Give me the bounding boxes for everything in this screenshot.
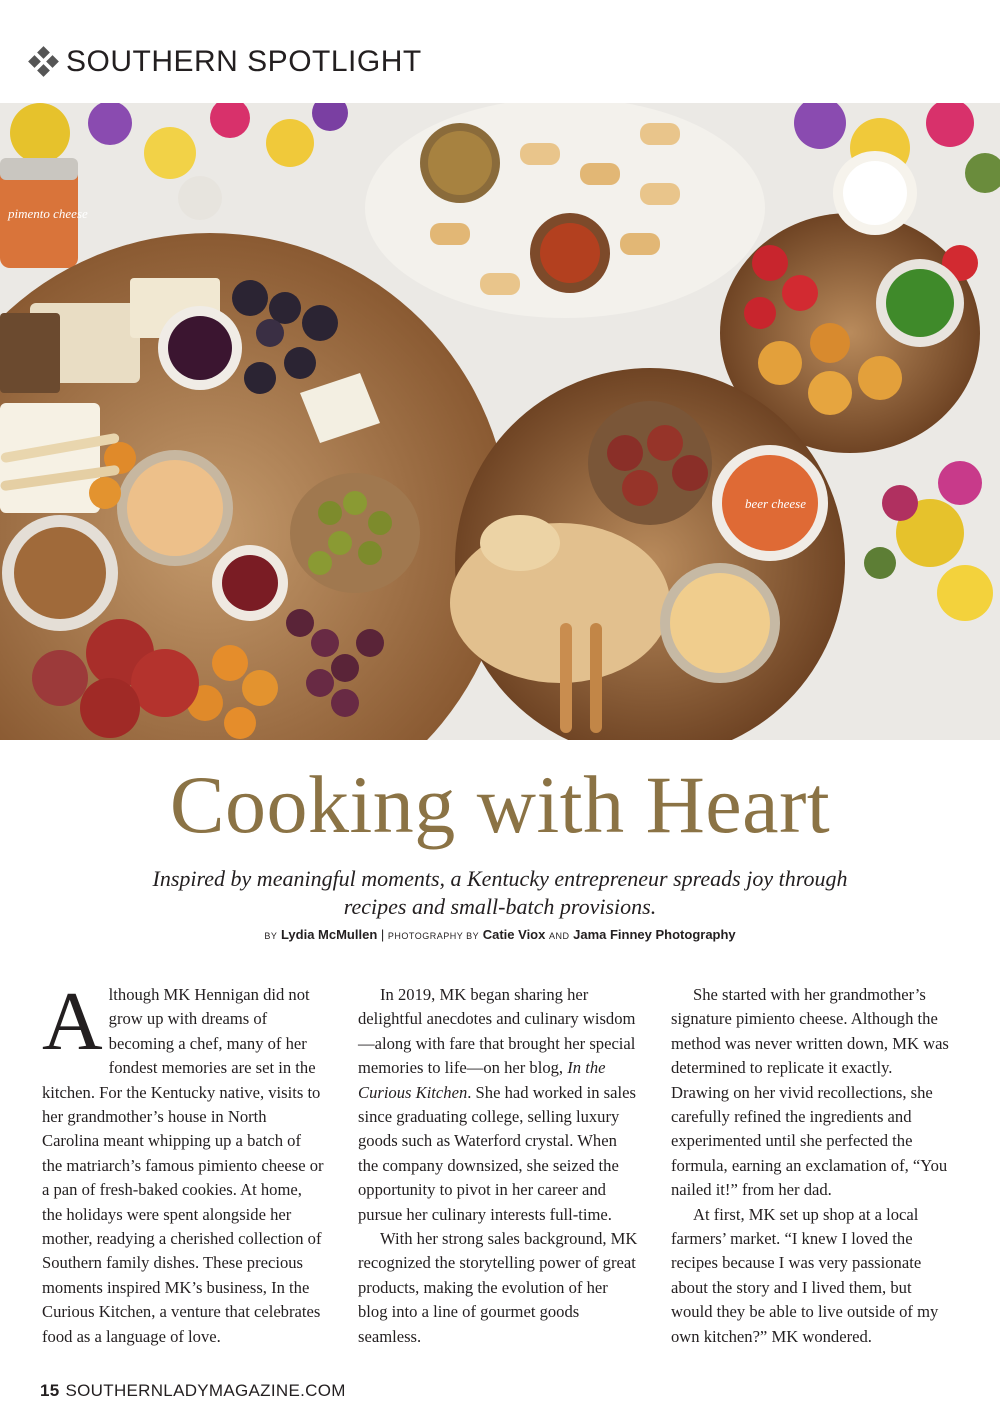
hero-photo xyxy=(0,103,1000,740)
byline-author: Lydia McMullen xyxy=(280,927,378,942)
body-column-2 xyxy=(358,983,641,1349)
diamond-cluster-icon xyxy=(30,48,58,76)
byline-and: AND xyxy=(548,931,570,941)
byline xyxy=(0,927,1000,942)
blog-title: In the Curious Kitchen xyxy=(358,1058,606,1102)
body-paragraph xyxy=(358,983,641,1227)
section-header xyxy=(30,40,422,84)
page-number: 15 xyxy=(40,1381,60,1400)
paragraph-text: lthough MK Hennigan did not grow up with dreams of becoming a chef, many of her fondest memories are set in the kitchen. For the Kentucky native, visits to her grandmother’s house in North Carolina meant whipping up a batch of the matriarch’s famous pimiento cheese or a pan of fresh-baked cookies. At home, the holidays were spent alongside her mother, readying a cherished collection of Southern family dishes. These precious moments inspired MK’s business, In the Curious Kitchen, a venture that celebrates food as a language of love. xyxy=(42,985,324,1346)
byline-photographer-1: Catie Viox xyxy=(482,927,546,942)
tub-label: beer cheese xyxy=(745,496,806,511)
paragraph-text: . She had worked in sales since graduating college, selling luxury goods such as Waterford crystal. When the company downsized, she seized the opportunity to pivot in her career and pursue her culinary interests full-time. xyxy=(358,1082,636,1224)
page-footer xyxy=(40,1381,346,1401)
article-headline: Cooking with Heart xyxy=(169,759,831,850)
body-paragraph: She started with her grandmother’s signature pimiento cheese. Although the method was never written down, MK was determined to replicate it exactly. Drawing on her vivid recollections, she carefully refined the ingredients and experimented until she perfected the formula, earning an exclamation of, “You nailed it!” from her dad. xyxy=(671,985,949,1200)
paragraph-text: In 2019, MK began sharing her delightful anecdotes and culinary wisdom—along with fare that brought her special memories to life—on her blog, xyxy=(358,985,636,1078)
body-paragraph: At first, MK set up shop at a local farmers’ market. “I knew I loved the recipes because I was very passionate about the story and I lived them, but would they be able to live outside of my own kitchen?” MK wondered. xyxy=(671,1204,939,1346)
body-paragraph xyxy=(42,975,325,1349)
jar-label: pimento cheese xyxy=(8,206,88,221)
byline-by: BY xyxy=(264,931,278,941)
byline-photo-by: PHOTOGRAPHY BY xyxy=(387,931,480,941)
article-dek: Inspired by meaningful moments, a Kentucky entrepreneur spreads joy through recipes and small-batch provisions. xyxy=(152,866,848,919)
drop-cap: A xyxy=(42,975,103,1068)
magazine-url: SOUTHERNLADYMAGAZINE.COM xyxy=(65,1381,346,1400)
byline-photographer-2: Jama Finney Photography xyxy=(573,927,736,942)
charcuterie-spread-image xyxy=(0,103,1000,740)
body-paragraph: With her strong sales background, MK recognized the storytelling power of great products, making the evolution of her blog into a line of gourmet goods seamless. xyxy=(358,1229,638,1346)
byline-separator: | xyxy=(380,927,385,942)
body-column-1 xyxy=(42,975,325,1349)
section-title: SOUTHERN SPOTLIGHT xyxy=(66,45,422,78)
body-column-3 xyxy=(671,983,954,1349)
